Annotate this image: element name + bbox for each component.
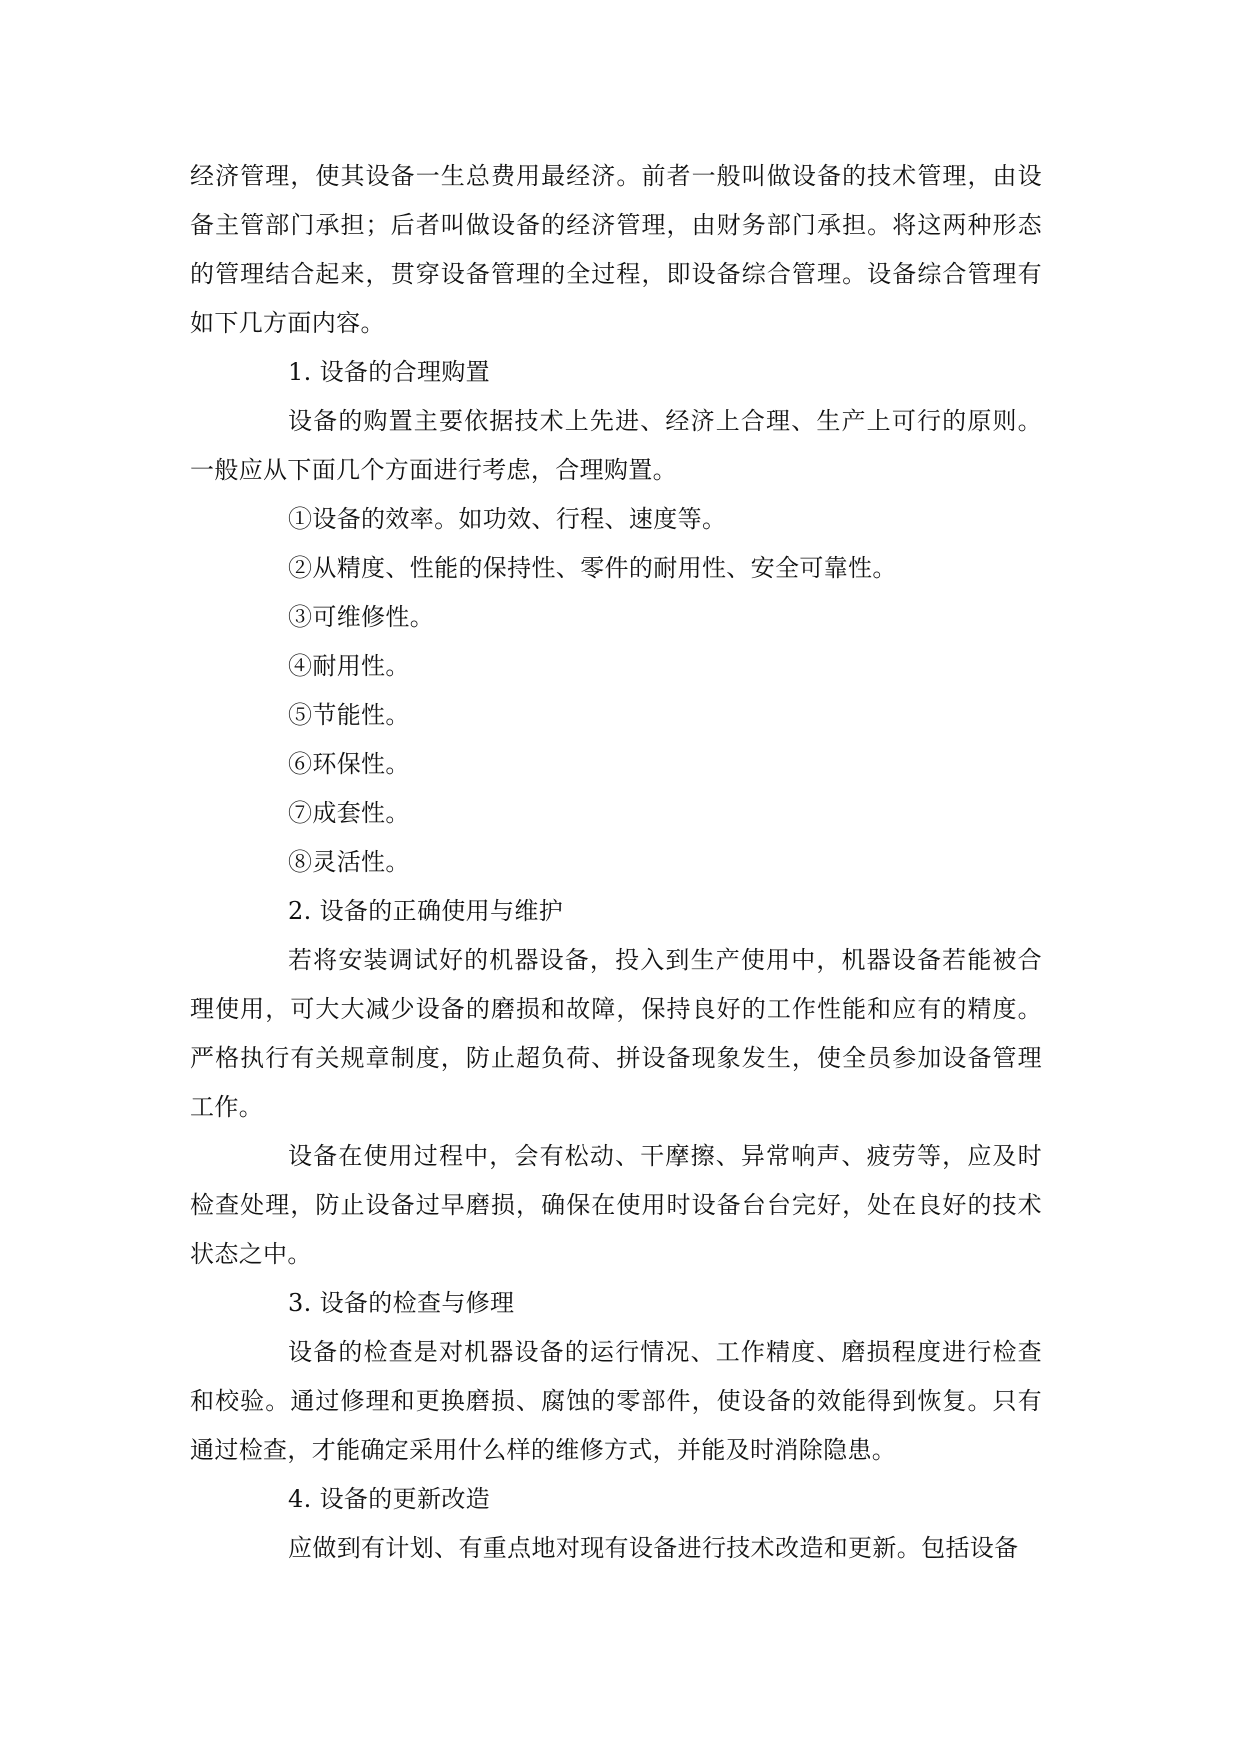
paragraph-purchase: 设备的购置主要依据技术上先进、经济上合理、生产上可行的原则。一般应从下面几个方面进行考虑，合理购置。: [190, 407, 1042, 484]
list-item-6: ⑥环保性。: [288, 750, 410, 778]
list-item-1: ①设备的效率。如功效、行程、速度等。: [288, 505, 727, 533]
paragraph-renewal: 应做到有计划、有重点地对现有设备进行技术改造和更新。包括设备: [288, 1534, 1019, 1562]
section-heading-3: 3. 设备的检查与修理: [288, 1289, 515, 1317]
list-item-5: ⑤节能性。: [288, 701, 410, 729]
document-body: [190, 152, 1042, 1573]
list-item-8: ⑧灵活性。: [288, 848, 410, 876]
section-heading-4: 4. 设备的更新改造: [288, 1485, 491, 1513]
list-item-2: ②从精度、性能的保持性、零件的耐用性、安全可靠性。: [288, 554, 897, 582]
paragraph-inspection: 设备的检查是对机器设备的运行情况、工作精度、磨损程度进行检查和校验。通过修理和更换磨损、腐蚀的零部件，使设备的效能得到恢复。只有通过检查，才能确定采用什么样的维修方式，并能及时消除隐患。: [190, 1338, 1042, 1464]
paragraph-usage: 若将安装调试好的机器设备，投入到生产使用中，机器设备若能被合理使用，可大大减少设备的磨损和故障，保持良好的工作性能和应有的精度。严格执行有关规章制度，防止超负荷、拼设备现象发生，使全员参加设备管理工作。: [190, 946, 1042, 1121]
paragraph-maintenance: 设备在使用过程中，会有松动、干摩擦、异常响声、疲劳等，应及时检查处理，防止设备过早磨损，确保在使用时设备台台完好，处在良好的技术状态之中。: [190, 1142, 1042, 1268]
paragraph-intro: 经济管理，使其设备一生总费用最经济。前者一般叫做设备的技术管理，由设备主管部门承担；后者叫做设备的经济管理，由财务部门承担。将这两种形态的管理结合起来，贯穿设备管理的全过程，即设备综合管理。设备综合管理有如下几方面内容。: [190, 162, 1042, 337]
list-item-4: ④耐用性。: [288, 652, 410, 680]
list-item-7: ⑦成套性。: [288, 799, 410, 827]
list-item-3: ③可维修性。: [288, 603, 435, 631]
section-heading-2: 2. 设备的正确使用与维护: [288, 897, 564, 925]
section-heading-1: 1. 设备的合理购置: [288, 358, 491, 386]
